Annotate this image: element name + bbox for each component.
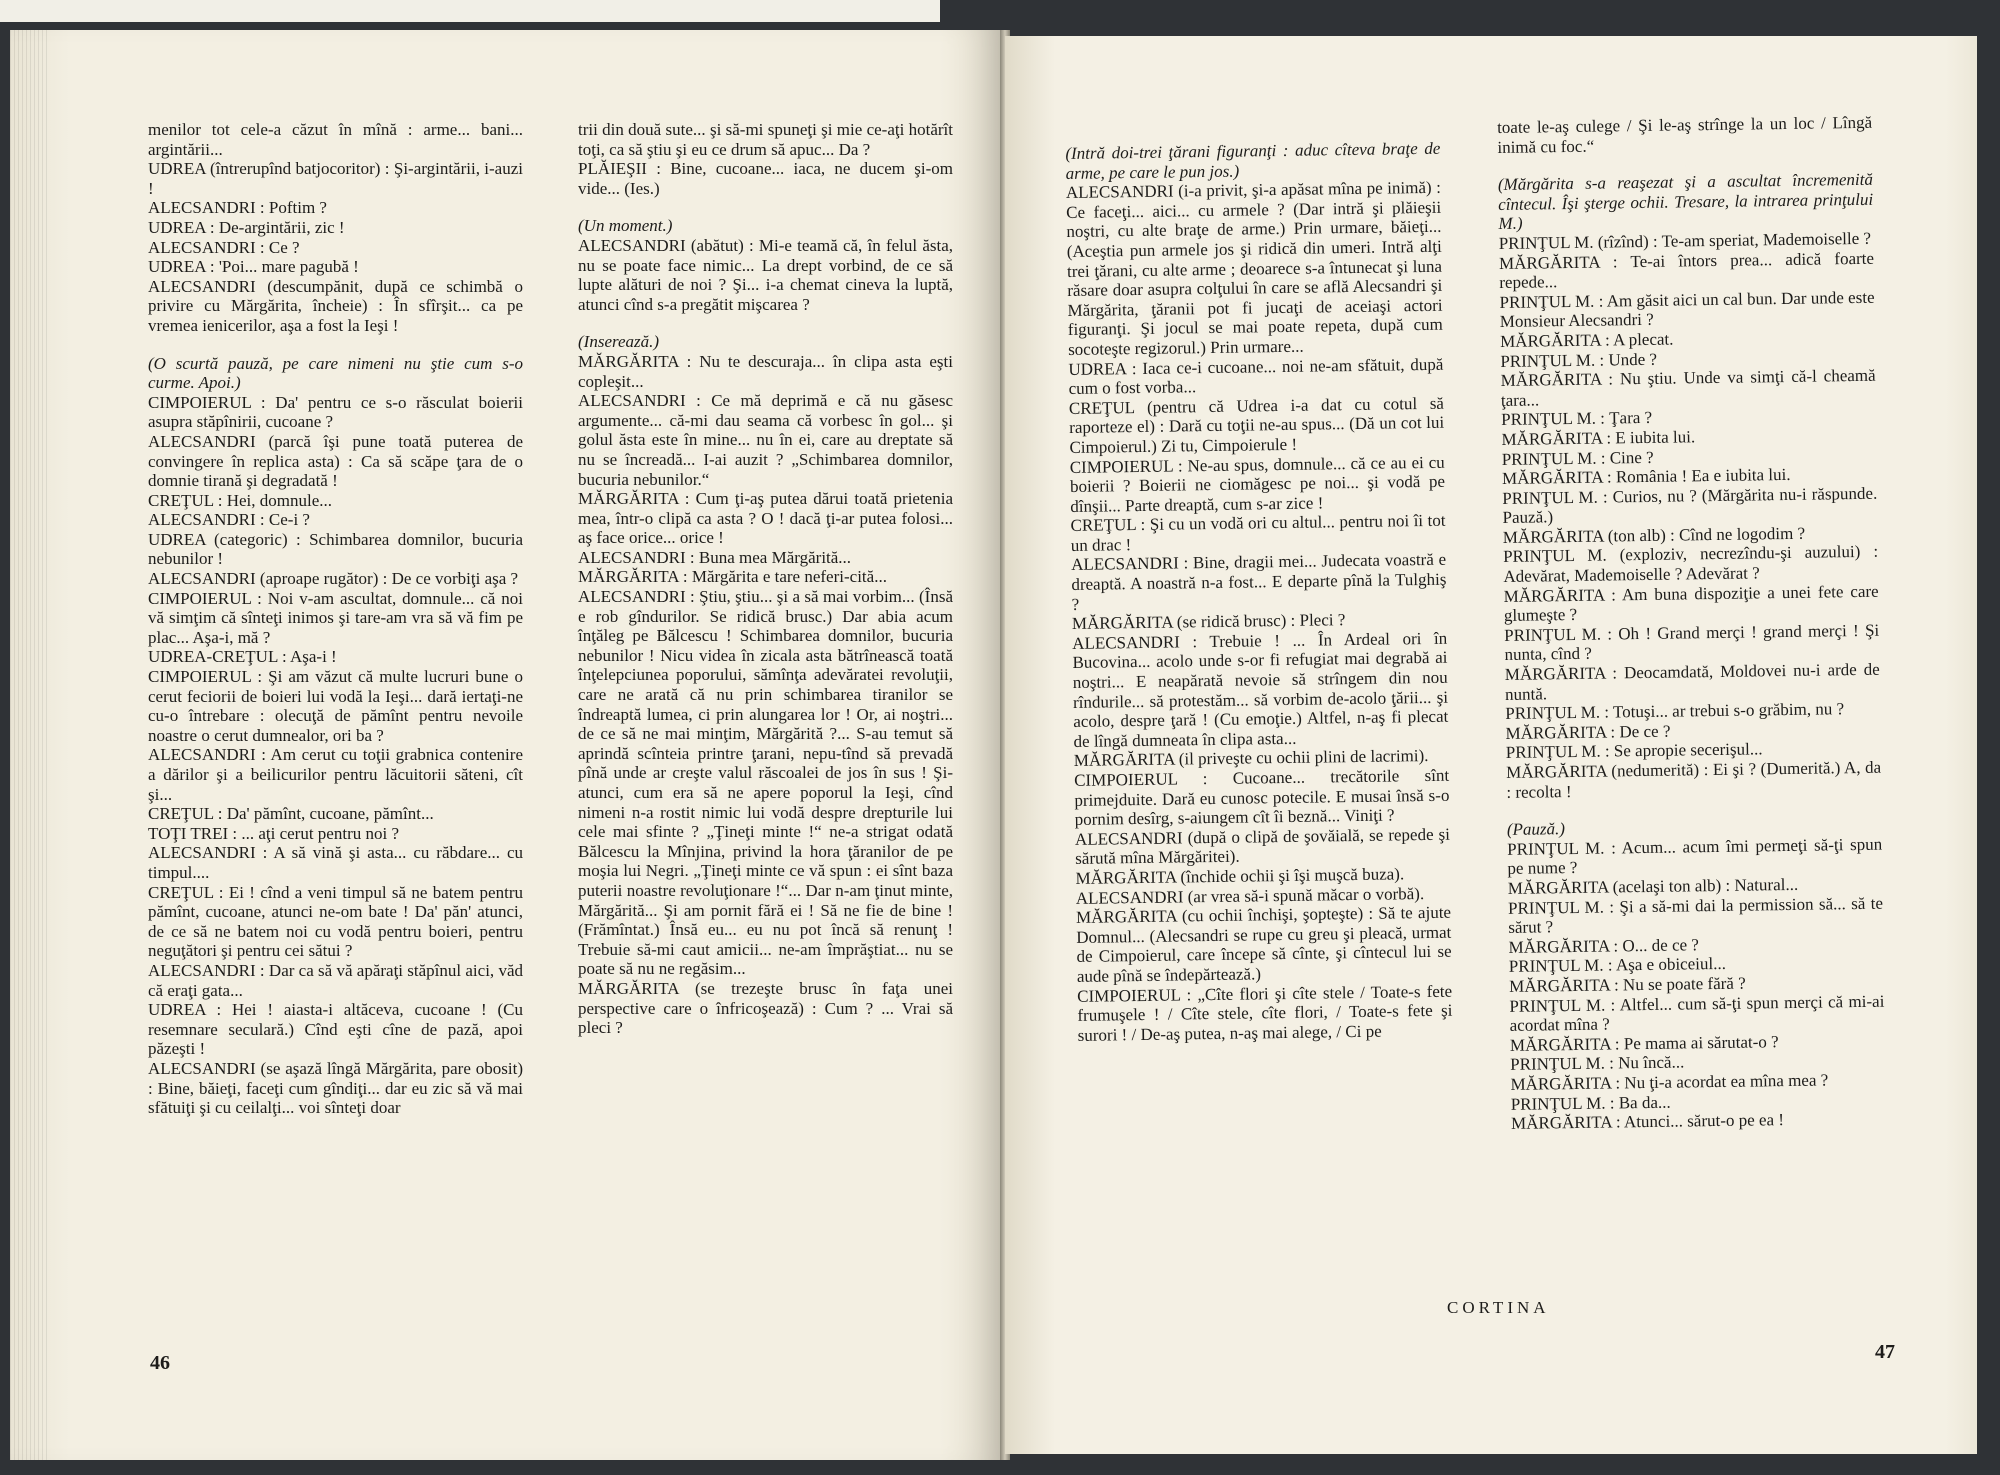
text-paragraph: PRINŢUL M. : Altfel... cum să-ţi spun merçi că mi-ai acordat mîna ? [1509, 991, 1885, 1036]
text-paragraph: ALECSANDRI : Bine, dragii mei... Judecata voastră e dreaptă. A noastră n-a fost... E departe pînă la Tulghiş ? [1070, 550, 1447, 614]
text-paragraph: (O scurtă pauză, pe care nimeni nu ştie cum s-o curme. Apoi.) [148, 353, 523, 393]
text-paragraph: MĂRGĂRITA : Mărgărita e tare neferi-cită... [578, 567, 887, 587]
text-paragraph: PRINŢUL M. : Unde ? [1500, 349, 1658, 371]
text-paragraph: ALECSANDRI (descumpănit, după ce schimbă o privire cu Mărgărita, încheie) : În sfîrşit... ca pe vremea ienicerilor, aşa a fost la Ieşi ! [148, 276, 523, 335]
text-paragraph: UDREA (întrerupînd batjocoritor) : Şi-argintării, i-auzi ! [148, 159, 523, 198]
text-paragraph: ALECSANDRI (aproape rugător) : De ce vorbiţi aşa ? [148, 569, 519, 589]
text-paragraph: ALECSANDRI : Ce mă deprimă e că nu găsesc argumente... că-mi dau seama că vorbesc în gol... şi golul ăsta este în mine... nu în ei, care au dreptate să nu se încreadă... I-ai auzit ? „Schimbarea domnilor, bucuria nebunilor.“ [578, 391, 953, 489]
text-paragraph: ALECSANDRI : A să vină şi asta... cu răbdare... cu timpul.... [148, 843, 523, 882]
text-paragraph: PRINŢUL M. : Am găsit aici un cal bun. Dar unde este Monsieur Alecsandri ? [1499, 287, 1875, 332]
text-paragraph: ALECSANDRI (se aşază lîngă Mărgărita, pare obosit) : Bine, băieţi, faceţi cum gîndiţi... dar eu zic să vă mai sfătuiţi şi cu ceilalţi... voi sînteţi doar [148, 1058, 523, 1118]
paper-scrap [0, 0, 940, 22]
text-paragraph: MĂRGĂRITA : E iubita lui. [1501, 427, 1696, 449]
right-page-column-1 [1065, 121, 1453, 1045]
text-paragraph: MĂRGĂRITA : Te-ai întors prea... adică foarte repede... [1498, 248, 1875, 293]
text-paragraph: CIMPOIERUL : Şi am văzut că multe lucruri bune o cerut feciorii de boieri lui vodă la Ieşi... dară iertaţi-ne cu-o întrebare : olecuţă de pămînt pentru nevoile noastre o cerut dumnealor, ori ba ? [148, 667, 523, 745]
text-paragraph: MĂRGĂRITA : Nu te descuraja... în clipa asta eşti copleşit... [578, 351, 953, 391]
text-paragraph: (Un moment.) [578, 216, 673, 236]
page-number-left: 46 [150, 1352, 170, 1374]
text-paragraph: CIMPOIERUL : Ne-au spus, domnule... că ce au ei cu boierii ? Boierii ne ciomăgesc pe noi... şi vodă pe dînşii... Parte dreaptă, cum s-ar zice ! [1069, 452, 1446, 516]
text-paragraph: PRINŢUL M. : Ba da... [1510, 1092, 1671, 1114]
text-paragraph: MĂRGĂRITA (nedumerită) : Ei şi ? (Dumerită.) A, da : recolta ! [1506, 757, 1882, 802]
text-paragraph: PRINŢUL M. : Se apropie secerişul... [1505, 739, 1763, 763]
text-paragraph: MĂRGĂRITA : Am buna dispoziţie a unei fete care glumeşte ? [1503, 581, 1879, 626]
text-paragraph: CREŢUL : Şi cu un vodă ori cu altul... pentru noi îi tot un drac ! [1070, 511, 1446, 555]
text-paragraph: MĂRGĂRITA (închide ochii şi îşi muşcă buza). [1075, 864, 1405, 888]
text-paragraph: MĂRGĂRITA (se trezeşte brusc în faţa unei perspective care o înfricoşează) : Cum ? ... Vrai să pleci ? [578, 978, 953, 1038]
text-paragraph: ALECSANDRI : Ce ? [148, 237, 300, 257]
text-paragraph: trii din două sute... şi să-mi spuneţi şi mie ce-aţi hotărît toţi, ca să ştiu şi eu ce drum să apuc... Da ? [578, 120, 953, 159]
text-paragraph: ALECSANDRI (i-a privit, şi-a apăsat mîna pe inimă) : Ce faceţi... aici... cu armele ? (Dar intră şi plăieşii noştri, cu alte braţe de arme.) Prin urmare, băieţi... (Aceştia pun armele jos şi ridică din umeri. Intră alţi trei ţărani, cu alte arme ; deoarece s-a întunecat şi luna răsare doar asupra colţului în care se află Alecsandri şi Mărgărita, ţăranii pot fi jucaţi de aceiaşi actori figuranţi. Şi jocul se mai poate repeta, după cum socoteşte regizorul.) Prin urmare... [1065, 177, 1443, 359]
text-paragraph: PRINŢUL M. : Aşa e obiceiul... [1508, 954, 1727, 977]
text-paragraph: ALECSANDRI (abătut) : Mi-e teamă că, în felul ăsta, nu se poate face nimic... La drept vorbind, de ce să lupte alături de noi ? Şi... i-a chemat cineva la luptă, atunci cînd s-a pregătit mişcarea ? [578, 235, 953, 314]
text-paragraph: ALECSANDRI : Am cerut cu toţii grabnica contenire a dărilor şi a beilicurilor pentru lăcuitorii săteni, cît şi... [148, 745, 523, 804]
page-edges [10, 30, 50, 1460]
text-paragraph: ALECSANDRI : Ce-i ? [148, 510, 310, 530]
text-paragraph: MĂRGĂRITA : Nu ţi-a acordat ea mîna mea ? [1510, 1070, 1829, 1094]
text-paragraph: (Intră doi-trei ţărani figuranţi : aduc cîteva braţe de arme, pe care le pun jos.) [1065, 138, 1441, 183]
text-paragraph: ALECSANDRI : Dar ca să vă apăraţi stăpînul aici, văd că eraţi gata... [148, 960, 523, 1000]
text-paragraph: UDREA : De-argintării, zic ! [148, 217, 345, 237]
left-page-column-2 [578, 120, 953, 1038]
curtain-label: CORTINA [1447, 1298, 1550, 1317]
text-paragraph: MĂRGĂRITA (ton alb) : Cînd ne logodim ? [1502, 523, 1806, 547]
left-page [10, 30, 1005, 1460]
text-paragraph: MĂRGĂRITA : Deocamdată, Moldovei nu-i arde de nuntă. [1504, 659, 1880, 704]
text-paragraph: MĂRGĂRITA : Nu ştiu. Unde va simţi că-l cheamă ţara... [1500, 365, 1876, 410]
text-paragraph: UDREA (categoric) : Schimbarea domnilor, bucuria nebunilor ! [148, 529, 523, 569]
text-paragraph: MĂRGĂRITA : România ! Ea e iubita lui. [1501, 465, 1791, 489]
text-paragraph: PRINŢUL M. : Curios, nu ? (Mărgărita nu-i răspunde. Pauză.) [1502, 483, 1878, 528]
text-paragraph: MĂRGĂRITA : A plecat. [1499, 329, 1674, 351]
text-paragraph: ALECSANDRI (după o clipă de şovăială, se repede şi sărută mîna Mărgăritei). [1074, 824, 1451, 869]
text-paragraph: MĂRGĂRITA : O... de ce ? [1508, 935, 1700, 957]
text-paragraph: MĂRGĂRITA (acelaşi ton alb) : Natural... [1507, 874, 1799, 898]
text-paragraph: PRINŢUL M. : Totuşi... ar trebui s-o grăbim, nu ? [1505, 699, 1845, 724]
text-paragraph: ALECSANDRI (parcă îşi pune toată puterea de convingere în replica asta) : Ca să scăpe ţara de o domnie tirană şi degradată ! [148, 431, 523, 491]
text-paragraph: CREŢUL : Hei, domnule... [148, 490, 332, 510]
text-paragraph: (Inserează.) [578, 332, 660, 352]
text-paragraph: PLĂIEŞII : Bine, cucoane... iaca, ne ducem şi-om vide... (Ies.) [578, 159, 953, 198]
text-paragraph: CIMPOIERUL : „Cîte flori şi cîte stele / Toate-s fete frumuşele ! / Cîte stele, cîte flori, / Toate-s fete şi surori ! / De-aş putea, n-aş mai alege, / Ci pe [1077, 981, 1453, 1045]
page-number-right: 47 [1875, 1341, 1895, 1363]
text-paragraph: toate le-aş culege / Şi le-aş strînge la un loc / Lîngă inimă cu foc.“ [1497, 112, 1873, 157]
text-paragraph: menilor tot cele-a căzut în mînă : arme... bani... argintării... [148, 120, 523, 159]
left-page-column-1 [148, 120, 523, 1118]
text-paragraph: UDREA : Iaca ce-i cucoane... noi ne-am sfătuit, după cum o fost vorba... [1068, 354, 1444, 399]
text-paragraph: (Mărgărita s-a reaşezat şi a ascultat încremenită cîntecul. Îşi şterge ochii. Tresare, la intrarea prinţului M.) [1497, 169, 1874, 234]
right-page-column-2 [1497, 113, 1886, 1134]
text-paragraph: UDREA-CREŢUL : Aşa-i ! [148, 647, 337, 667]
text-paragraph: ALECSANDRI (ar vrea să-i spună măcar o vorbă). [1075, 883, 1425, 908]
text-paragraph: MĂRGĂRITA : Atunci... sărut-o pe ea ! [1510, 1110, 1785, 1133]
text-paragraph: PRINŢUL M. (exploziv, necrezîndu-şi auzului) : Adevărat, Mademoiselle ? Adevărat ? [1502, 542, 1879, 587]
text-paragraph: CIMPOIERUL : Cucoane... trecătorile sînt primejduite. Dară eu cunosc potecile. E musai însă s-o pornim desîrg, s-aiungem cît îi beznă... Viniţi ? [1074, 765, 1450, 830]
text-paragraph: PRINŢUL M. : Oh ! Grand merçi ! grand merçi ! Şi nunta, cînd ? [1504, 620, 1880, 665]
text-paragraph: PRINŢUL M. : Cine ? [1501, 447, 1654, 469]
text-paragraph: UDREA : 'Poi... mare pagubă ! [148, 257, 359, 277]
text-paragraph: CIMPOIERUL : Noi v-am ascultat, domnule... că noi vă simţim că sînteţi inimos şi tare-am vra să vă fim pe plac... Aşa-i, mă ? [148, 588, 523, 647]
text-paragraph: MĂRGĂRITA : De ce ? [1505, 721, 1671, 743]
text-paragraph: PRINŢUL M. : Acum... acum îmi permeţi să-ţi spun pe nume ? [1507, 834, 1883, 879]
text-paragraph: PRINŢUL M. : Ţara ? [1501, 408, 1653, 430]
text-paragraph: ALECSANDRI : Buna mea Mărgărită... [578, 547, 852, 567]
text-paragraph: MĂRGĂRITA : Cum ţi-aş putea dărui toată prietenia mea, într-o clipă ca asta ? O ! dacă ţi-ar putea folosi... aş face orice... orice ! [578, 489, 953, 548]
text-paragraph: CIMPOIERUL : Da' pentru ce s-o răsculat boierii asupra stăpînirii, cucoane ? [148, 392, 523, 432]
text-paragraph: CREŢUL : Da' pămînt, cucoane, pămînt... [148, 804, 434, 824]
right-page [1005, 36, 1977, 1454]
text-paragraph: TOŢI TREI : ... aţi cerut pentru noi ? [148, 823, 399, 843]
text-paragraph: UDREA : Hei ! aiasta-i altăceva, cucoane ! (Cu resemnare seculară.) Cînd eşti cîne de pază, apoi păzeşti ! [148, 1000, 523, 1059]
text-paragraph: MĂRGĂRITA : Nu se poate fără ? [1508, 973, 1746, 996]
text-paragraph: MĂRGĂRITA (il priveşte cu ochii plini de lacrimi). [1073, 746, 1429, 771]
text-paragraph: ALECSANDRI : Poftim ? [148, 198, 327, 218]
text-paragraph: (Pauză.) [1506, 819, 1566, 840]
text-paragraph: MĂRGĂRITA (cu ochii închişi, şopteşte) : Să te ajute Domnul... (Alecsandri se rupe cu greu şi pleacă, urmat de Cimpoierul, care începe să cînte, şi cîntecul lui se aude pînă se îndepărtează.) [1075, 902, 1452, 986]
text-paragraph: CREŢUL : Ei ! cînd a veni timpul să ne batem pentru pămînt, cucoane, atunci ne-om bate ! Da' păn' atunci, de ce să ne batem noi cu vodă pentru boieri, pentru neguţători şi pentru cei sătui ? [148, 882, 523, 961]
text-paragraph: CREŢUL (pentru că Udrea i-a dat cu cotul să raporteze el) : Dară cu toţii ne-au spus... (Dă un cot lui Cimpoierul.) Zi tu, Cimpoierule ! [1068, 393, 1445, 457]
text-paragraph: PRINŢUL M. (rîzînd) : Te-am speriat, Mademoiselle ? [1498, 228, 1872, 253]
text-paragraph: PRINŢUL M. : Nu încă... [1510, 1052, 1685, 1075]
text-paragraph: MĂRGĂRITA : Pe mama ai sărutat-o ? [1509, 1031, 1779, 1055]
text-paragraph: ALECSANDRI : Trebuie ! ... În Ardeal ori în Bucovina... acolo unde s-or fi refugiat mai degrabă ai noştri... E neapărată nevoie să strîngem din nou rîndurile... să protestăm... să vorbim de-acolo ţării... şi acolo, despre ţară ! (Cu emoţie.) Altfel, n-aş fi plecat de lîngă dumneata în clipa asta... [1072, 628, 1449, 751]
text-paragraph: MĂRGĂRITA (se ridică brusc) : Pleci ? [1071, 610, 1346, 634]
text-paragraph: ALECSANDRI : Ştiu, ştiu... şi a să mai vorbim... (Însă e rob gîndurilor. Se ridică brusc.) Dar abia acum înţăleg pe Bălcescu ! Schimbarea domnilor, bucuria nebunilor ! Nicu videa în zicala asta bătrînească toată înţelepciunea poporului, sămînţa adevăratei revoluţii, care ne arată că nu prin schimbarea tiranilor se îndreaptă lumea, ci prin alungarea lor ! Or, ai noştri... de ce să ne mai minţim, Mărgărită ?... S-au temut să aprindă scînteia printre ţarani, nepu-tînd să prevadă pînă unde ar creşte valul răscoalei de jos în sus ! Şi-atunci, cum era să ne apere poporul la Ieşi, cînd nimeni n-a rostit nimic lui vodă despre drepturile lui cele mai sfinte ? „Ţineţi minte !“ ne-a strigat odată Bălcescu la Mînjina, privind la hora ţăranilor de pe moşia lui Negri. „Ţineţi minte ce vă spun : ei sînt baza puterii noastre revoluţionare !“... Dar n-am ţinut minte, Mărgărită... Şi am pornit fără ei ! Să ne fie de bine ! (Frămîntat.) Însă eu... eu nu pot încă să renunţ ! Trebuie să-mi caut amicii... ne-am împrăştiat... nu se poate să nu ne regăsim... [578, 587, 953, 979]
text-paragraph: PRINŢUL M. : Şi a să-mi dai la permission să... să te sărut ? [1507, 893, 1884, 938]
